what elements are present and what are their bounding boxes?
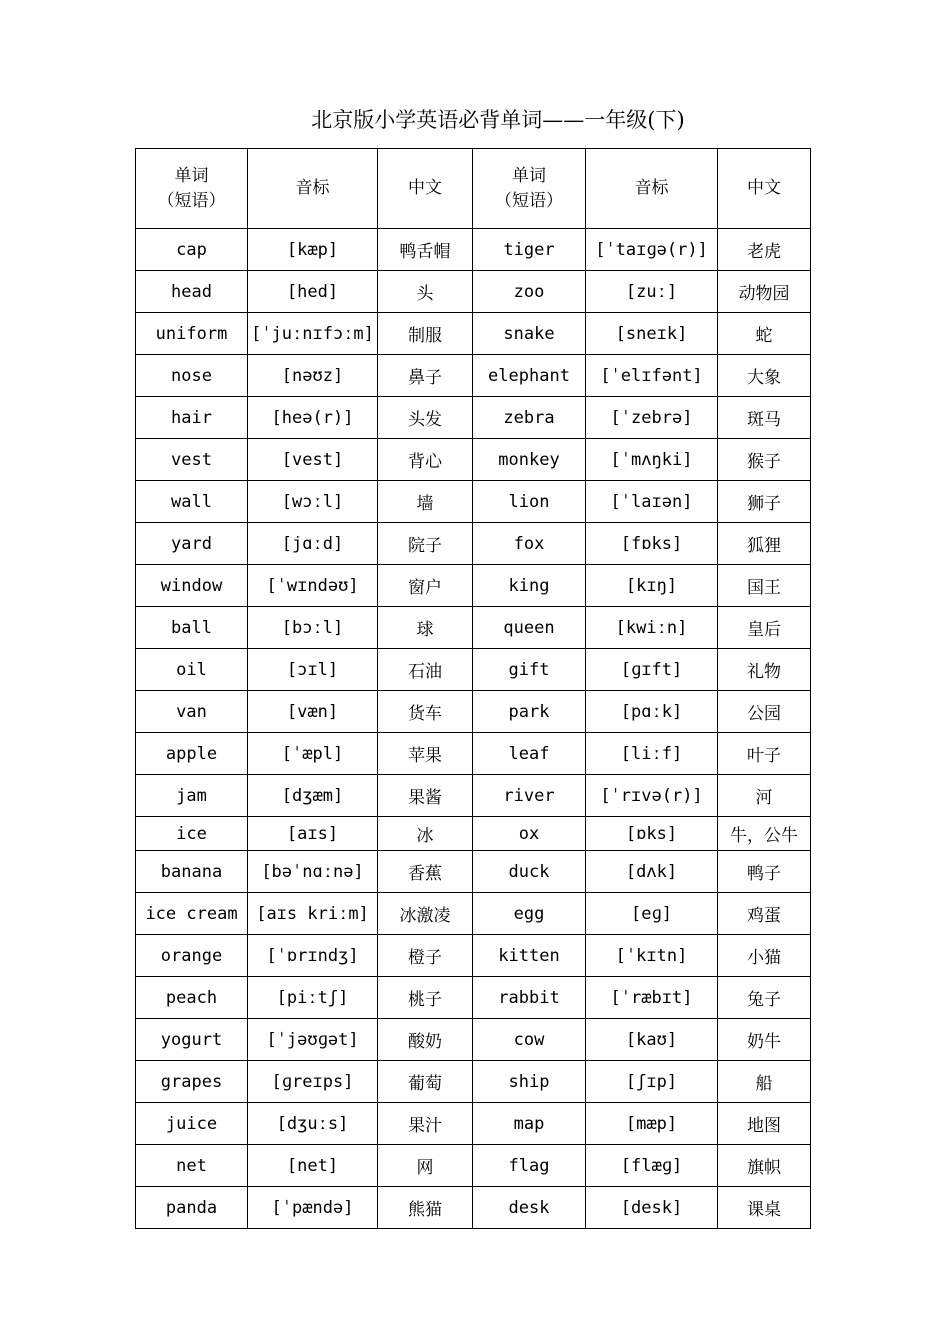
word-cell-left: ice cream — [136, 893, 248, 935]
phonetic-cell-left: [aɪs] — [248, 817, 378, 851]
header-chinese-left: 中文 — [378, 149, 473, 229]
chinese-cell-left: 网 — [378, 1145, 473, 1187]
chinese-cell-left: 货车 — [378, 691, 473, 733]
table-row — [136, 1019, 811, 1061]
chinese-cell-right: 鸡蛋 — [718, 893, 811, 935]
table-row — [136, 775, 811, 817]
phonetic-cell-left: [jɑːd] — [248, 523, 378, 565]
chinese-cell-right: 河 — [718, 775, 811, 817]
phonetic-cell-left: [ˈwɪndəʊ] — [248, 565, 378, 607]
chinese-cell-right: 大象 — [718, 355, 811, 397]
header-word-right — [473, 149, 586, 229]
word-cell-right: monkey — [473, 439, 586, 481]
word-cell-right: kitten — [473, 935, 586, 977]
chinese-cell-left: 制服 — [378, 313, 473, 355]
chinese-cell-right: 猴子 — [718, 439, 811, 481]
header-phonetic-right: 音标 — [586, 149, 718, 229]
word-cell-left: nose — [136, 355, 248, 397]
word-cell-right: king — [473, 565, 586, 607]
table-row — [136, 397, 811, 439]
word-cell-left: vest — [136, 439, 248, 481]
word-cell-right: egg — [473, 893, 586, 935]
chinese-cell-right: 鸭子 — [718, 851, 811, 893]
chinese-cell-right: 斑马 — [718, 397, 811, 439]
table-row — [136, 851, 811, 893]
chinese-cell-right: 奶牛 — [718, 1019, 811, 1061]
word-cell-right: ox — [473, 817, 586, 851]
phonetic-cell-right: [ˈræbɪt] — [586, 977, 718, 1019]
chinese-cell-right: 老虎 — [718, 229, 811, 271]
phonetic-cell-right: [ˈzebrə] — [586, 397, 718, 439]
word-cell-left: window — [136, 565, 248, 607]
word-cell-right: elephant — [473, 355, 586, 397]
chinese-cell-left: 酸奶 — [378, 1019, 473, 1061]
phonetic-cell-left: [væn] — [248, 691, 378, 733]
word-cell-left: yogurt — [136, 1019, 248, 1061]
word-cell-left: net — [136, 1145, 248, 1187]
chinese-cell-right: 牛，公牛 — [718, 817, 811, 851]
word-cell-right: gift — [473, 649, 586, 691]
table-row — [136, 977, 811, 1019]
chinese-cell-right: 兔子 — [718, 977, 811, 1019]
word-cell-left: panda — [136, 1187, 248, 1229]
word-cell-left: yard — [136, 523, 248, 565]
phonetic-cell-left: [ˈæpl] — [248, 733, 378, 775]
phonetic-cell-right: [ɡɪft] — [586, 649, 718, 691]
phonetic-cell-left: [hed] — [248, 271, 378, 313]
table-row — [136, 691, 811, 733]
word-cell-left: peach — [136, 977, 248, 1019]
word-cell-left: orange — [136, 935, 248, 977]
table-row — [136, 1187, 811, 1229]
phonetic-cell-right: [flæɡ] — [586, 1145, 718, 1187]
word-cell-right: zebra — [473, 397, 586, 439]
chinese-cell-left: 球 — [378, 607, 473, 649]
word-cell-left: uniform — [136, 313, 248, 355]
phonetic-cell-right: [ˈlaɪən] — [586, 481, 718, 523]
phonetic-cell-left: [ɔɪl] — [248, 649, 378, 691]
phonetic-cell-left: [net] — [248, 1145, 378, 1187]
phonetic-cell-right: [dʌk] — [586, 851, 718, 893]
chinese-cell-left: 鸭舌帽 — [378, 229, 473, 271]
chinese-cell-right: 叶子 — [718, 733, 811, 775]
chinese-cell-left: 墙 — [378, 481, 473, 523]
word-cell-right: lion — [473, 481, 586, 523]
table-row — [136, 935, 811, 977]
phonetic-cell-right: [ʃɪp] — [586, 1061, 718, 1103]
chinese-cell-right: 课桌 — [718, 1187, 811, 1229]
table-row — [136, 313, 811, 355]
phonetic-cell-left: [ˈpændə] — [248, 1187, 378, 1229]
phonetic-cell-right: [ˈkɪtn] — [586, 935, 718, 977]
table-row — [136, 1145, 811, 1187]
table-row — [136, 817, 811, 851]
word-cell-right: zoo — [473, 271, 586, 313]
header-phrase-label: （短语） — [157, 190, 226, 211]
table-row — [136, 893, 811, 935]
word-cell-right: ship — [473, 1061, 586, 1103]
phonetic-cell-right: [zuː] — [586, 271, 718, 313]
table-row — [136, 439, 811, 481]
chinese-cell-left: 石油 — [378, 649, 473, 691]
word-cell-right: cow — [473, 1019, 586, 1061]
word-cell-left: ball — [136, 607, 248, 649]
phonetic-cell-left: [heə(r)] — [248, 397, 378, 439]
phonetic-cell-right: [kɪŋ] — [586, 565, 718, 607]
chinese-cell-right: 狐狸 — [718, 523, 811, 565]
word-cell-right: fox — [473, 523, 586, 565]
chinese-cell-left: 冰 — [378, 817, 473, 851]
chinese-cell-left: 葡萄 — [378, 1061, 473, 1103]
chinese-cell-right: 礼物 — [718, 649, 811, 691]
phonetic-cell-right: [ɒks] — [586, 817, 718, 851]
chinese-cell-right: 小猫 — [718, 935, 811, 977]
phonetic-cell-right: [sneɪk] — [586, 313, 718, 355]
header-word-left — [136, 149, 248, 229]
word-cell-left: juice — [136, 1103, 248, 1145]
chinese-cell-right: 皇后 — [718, 607, 811, 649]
header-phrase-label: （短语） — [495, 190, 563, 211]
word-cell-right: snake — [473, 313, 586, 355]
table-header-row — [136, 149, 811, 229]
word-cell-right: river — [473, 775, 586, 817]
chinese-cell-left: 苹果 — [378, 733, 473, 775]
word-cell-left: ice — [136, 817, 248, 851]
chinese-cell-left: 背心 — [378, 439, 473, 481]
table-row — [136, 565, 811, 607]
header-phonetic-left: 音标 — [248, 149, 378, 229]
word-cell-right: queen — [473, 607, 586, 649]
phonetic-cell-left: [wɔːl] — [248, 481, 378, 523]
chinese-cell-right: 船 — [718, 1061, 811, 1103]
vocabulary-table — [135, 148, 811, 1229]
word-cell-left: head — [136, 271, 248, 313]
chinese-cell-left: 头发 — [378, 397, 473, 439]
table-row — [136, 1103, 811, 1145]
word-cell-left: hair — [136, 397, 248, 439]
chinese-cell-left: 橙子 — [378, 935, 473, 977]
table-row — [136, 1061, 811, 1103]
phonetic-cell-right: [ˈelɪfənt] — [586, 355, 718, 397]
table-row — [136, 523, 811, 565]
chinese-cell-right: 蛇 — [718, 313, 811, 355]
phonetic-cell-left: [bəˈnɑːnə] — [248, 851, 378, 893]
phonetic-cell-right: [kaʊ] — [586, 1019, 718, 1061]
chinese-cell-right: 地图 — [718, 1103, 811, 1145]
word-cell-left: cap — [136, 229, 248, 271]
chinese-cell-left: 熊猫 — [378, 1187, 473, 1229]
phonetic-cell-left: [dʒuːs] — [248, 1103, 378, 1145]
word-cell-right: tiger — [473, 229, 586, 271]
chinese-cell-right: 公园 — [718, 691, 811, 733]
phonetic-cell-right: [ˈmʌŋki] — [586, 439, 718, 481]
chinese-cell-left: 院子 — [378, 523, 473, 565]
table-row — [136, 229, 811, 271]
phonetic-cell-right: [fɒks] — [586, 523, 718, 565]
word-cell-right: desk — [473, 1187, 586, 1229]
table-row — [136, 649, 811, 691]
phonetic-cell-left: [aɪs kriːm] — [248, 893, 378, 935]
chinese-cell-right: 国王 — [718, 565, 811, 607]
phonetic-cell-left: [ɡreɪps] — [248, 1061, 378, 1103]
phonetic-cell-left: [kæp] — [248, 229, 378, 271]
chinese-cell-left: 鼻子 — [378, 355, 473, 397]
phonetic-cell-left: [ˈjuːnɪfɔːm] — [248, 313, 378, 355]
phonetic-cell-right: [kwiːn] — [586, 607, 718, 649]
word-cell-right: leaf — [473, 733, 586, 775]
word-cell-right: rabbit — [473, 977, 586, 1019]
table-row — [136, 481, 811, 523]
table-row — [136, 733, 811, 775]
chinese-cell-left: 头 — [378, 271, 473, 313]
phonetic-cell-left: [ˈjəʊɡət] — [248, 1019, 378, 1061]
word-cell-right: map — [473, 1103, 586, 1145]
phonetic-cell-left: [nəʊz] — [248, 355, 378, 397]
chinese-cell-right: 动物园 — [718, 271, 811, 313]
phonetic-cell-left: [dʒæm] — [248, 775, 378, 817]
phonetic-cell-right: [eɡ] — [586, 893, 718, 935]
chinese-cell-left: 桃子 — [378, 977, 473, 1019]
header-word-label: 单词 — [512, 165, 546, 186]
chinese-cell-left: 果汁 — [378, 1103, 473, 1145]
chinese-cell-right: 狮子 — [718, 481, 811, 523]
word-cell-left: wall — [136, 481, 248, 523]
chinese-cell-left: 果酱 — [378, 775, 473, 817]
phonetic-cell-right: [liːf] — [586, 733, 718, 775]
word-cell-left: apple — [136, 733, 248, 775]
table-row — [136, 607, 811, 649]
word-cell-right: park — [473, 691, 586, 733]
word-cell-left: banana — [136, 851, 248, 893]
phonetic-cell-left: [vest] — [248, 439, 378, 481]
word-cell-left: oil — [136, 649, 248, 691]
header-chinese-right: 中文 — [718, 149, 811, 229]
phonetic-cell-left: [ˈɒrɪndʒ] — [248, 935, 378, 977]
phonetic-cell-right: [ˈrɪvə(r)] — [586, 775, 718, 817]
word-cell-left: jam — [136, 775, 248, 817]
page-title: 北京版小学英语必背单词——一年级(下) — [311, 108, 685, 132]
phonetic-cell-right: [mæp] — [586, 1103, 718, 1145]
chinese-cell-right: 旗帜 — [718, 1145, 811, 1187]
word-cell-left: grapes — [136, 1061, 248, 1103]
word-cell-right: duck — [473, 851, 586, 893]
header-word-label: 单词 — [174, 165, 209, 186]
phonetic-cell-left: [bɔːl] — [248, 607, 378, 649]
vocabulary-table-body — [136, 229, 811, 1229]
chinese-cell-left: 冰激凌 — [378, 893, 473, 935]
word-cell-right: flag — [473, 1145, 586, 1187]
table-row — [136, 355, 811, 397]
word-cell-left: van — [136, 691, 248, 733]
table-row — [136, 271, 811, 313]
phonetic-cell-right: [pɑːk] — [586, 691, 718, 733]
chinese-cell-left: 香蕉 — [378, 851, 473, 893]
phonetic-cell-right: [desk] — [586, 1187, 718, 1229]
phonetic-cell-right: [ˈtaɪɡə(r)] — [586, 229, 718, 271]
phonetic-cell-left: [piːtʃ] — [248, 977, 378, 1019]
chinese-cell-left: 窗户 — [378, 565, 473, 607]
